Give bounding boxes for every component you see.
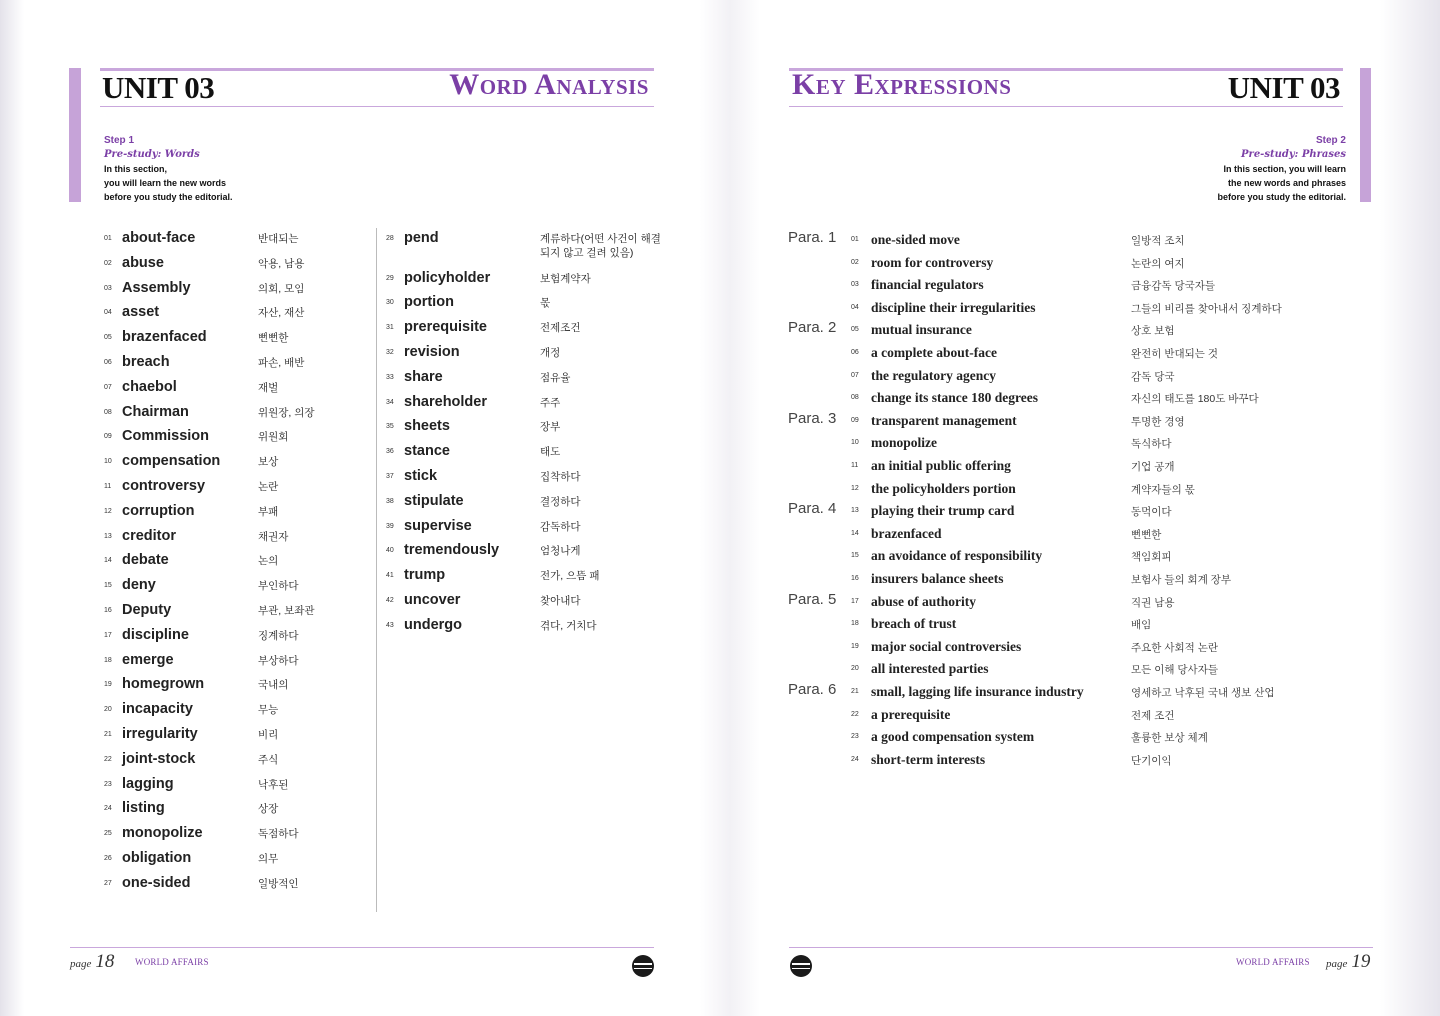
expression-english: small, lagging life insurance industry [871, 684, 1084, 699]
word-number: 22 [104, 755, 112, 763]
expression-number: 13 [851, 507, 859, 515]
word-number: 34 [386, 398, 394, 406]
word-korean-line: 몫 [540, 297, 551, 310]
expression-english: transparent management [871, 412, 1017, 428]
word-english: deny [122, 577, 156, 594]
word-korean [540, 544, 581, 558]
word-korean-line: 부인하다 [258, 580, 299, 593]
expression-english: room for controversy [871, 254, 994, 270]
step-description-line: In this section, you will learn [1223, 164, 1346, 174]
word-korean-line: 엄청나게 [540, 545, 581, 558]
word-number: 23 [104, 780, 112, 788]
word-korean-line: 보상 [258, 456, 279, 469]
word-english: listing [122, 800, 165, 817]
expression-number: 16 [851, 575, 859, 582]
word-korean-line: 되지 않고 걸려 있음) [540, 247, 634, 259]
expression-korean: 뻔뻔한 [1131, 528, 1162, 541]
expression-korean: 모든 이해 당사자들 [1131, 664, 1218, 677]
paragraph-label: Para. 2 [788, 319, 837, 337]
expression-number: 07 [851, 371, 859, 379]
page-number-value: 19 [1351, 951, 1371, 972]
word-korean [540, 420, 560, 434]
word-english: undergo [404, 616, 462, 633]
word-number: 09 [104, 433, 112, 441]
expression-number: 08 [851, 394, 859, 402]
footer-brand: WORLD AFFAIRS [1236, 957, 1310, 967]
word-number: 32 [386, 349, 394, 357]
word-korean [258, 381, 278, 395]
word-english: chaebol [122, 378, 177, 395]
word-english: policyholder [404, 269, 491, 286]
expression-english: mutual insurance [871, 322, 972, 338]
word-english: breach [122, 354, 170, 370]
word-number: 10 [104, 458, 112, 466]
page-label: page [70, 958, 92, 970]
word-english: sheets [404, 418, 450, 435]
globe-icon [790, 955, 812, 977]
word-korean-line: 결정하다 [540, 495, 581, 508]
word-korean-line: 징계하다 [258, 629, 299, 642]
expression-english: a complete about-face [871, 345, 997, 360]
word-korean-line: 부패 [258, 505, 279, 518]
paragraph-label: Para. 6 [788, 681, 837, 698]
word-number: 42 [386, 597, 394, 605]
word-korean-line: 악용, 남용 [258, 257, 305, 270]
word-korean-line: 채권자 [258, 530, 289, 543]
word-korean-line: 일방적인 [258, 877, 299, 890]
word-number: 40 [386, 547, 394, 555]
expression-english: playing their trump card [871, 503, 1015, 519]
word-number: 19 [104, 681, 112, 689]
word-english: emerge [122, 651, 174, 668]
step-description-line: before you study the editorial. [104, 192, 233, 202]
word-korean-line: 전제조건 [540, 322, 581, 335]
expression-korean: 배임 [1131, 619, 1152, 632]
word-korean [258, 604, 315, 618]
expression-korean: 단기이익 [1131, 754, 1172, 767]
expression-korean: 책임회피 [1131, 551, 1172, 564]
word-korean-line: 겪다, 거치다 [540, 619, 597, 632]
expression-number: 14 [851, 529, 859, 537]
expression-korean: 계약자들의 몫 [1131, 483, 1195, 496]
expression-number: 09 [851, 416, 859, 424]
word-english: trump [404, 567, 446, 584]
expression-number: 12 [851, 484, 859, 492]
expression-korean: 동먹이다 [1131, 506, 1172, 519]
expression-english: brazenfaced [871, 525, 942, 541]
expression-english: the regulatory agency [871, 367, 996, 383]
word-english: stick [404, 468, 438, 485]
word-korean [540, 495, 581, 509]
step-block [104, 134, 233, 204]
word-korean [258, 778, 288, 792]
word-korean [258, 629, 299, 643]
word-korean [258, 802, 278, 816]
word-korean [258, 480, 278, 494]
expression-number: 03 [851, 281, 859, 289]
word-korean-line: 국내의 [258, 679, 289, 692]
word-english: irregularity [122, 726, 198, 742]
expression-number: 23 [851, 733, 859, 741]
expression-korean: 영세하고 낙후된 국내 생보 산업 [1131, 687, 1275, 699]
page-edge-shadow-right [1380, 0, 1440, 1016]
step-number: Step 1 [104, 135, 135, 146]
word-number: 27 [104, 879, 112, 887]
expression-korean: 훌륭한 보상 체계 [1131, 732, 1208, 745]
word-number: 25 [104, 830, 112, 838]
word-english: Deputy [122, 602, 172, 618]
expression-number: 21 [851, 688, 859, 695]
word-english: about-face [122, 230, 196, 246]
word-number: 12 [104, 507, 112, 515]
expression-korean: 전제 조건 [1131, 709, 1175, 722]
word-number: 05 [104, 334, 112, 342]
step-description-line: before you study the editorial. [1217, 192, 1346, 202]
word-number: 41 [386, 572, 394, 580]
word-korean [258, 703, 278, 717]
word-korean [258, 331, 288, 345]
word-number: 02 [104, 259, 112, 267]
word-english: discipline [122, 626, 189, 643]
word-number: 26 [104, 855, 112, 862]
word-number: 14 [104, 557, 112, 565]
page-number-value: 18 [95, 951, 115, 972]
expression-english: breach of trust [871, 616, 957, 632]
expression-english: the policyholders portion [871, 480, 1016, 496]
page-number [1326, 951, 1370, 973]
word-korean-line: 태도 [540, 446, 561, 459]
word-number: 03 [104, 284, 112, 292]
paragraph-label: Para. 5 [788, 590, 837, 608]
word-english: stipulate [404, 492, 464, 509]
expression-number: 19 [851, 642, 859, 650]
book-spine [700, 0, 760, 1016]
word-korean-line: 전가, 으뜸 패 [540, 570, 600, 583]
expression-korean: 금융감독 당국자들 [1131, 280, 1216, 293]
word-number: 38 [386, 497, 394, 505]
word-korean-line: 파손, 배반 [258, 357, 305, 369]
expression-korean: 보험사 들의 회계 장부 [1131, 574, 1232, 586]
word-english: tremendously [404, 542, 500, 559]
word-number: 15 [104, 582, 112, 590]
word-korean-line: 비리 [258, 729, 279, 741]
word-korean [258, 678, 288, 692]
section-title: Key Expressions [792, 68, 1012, 101]
word-number: 06 [104, 359, 112, 366]
word-korean [540, 594, 581, 608]
word-korean [258, 554, 278, 568]
word-english: controversy [122, 478, 206, 494]
word-korean [540, 321, 581, 335]
word-korean [258, 406, 315, 420]
word-number: 28 [386, 235, 394, 242]
header-bottom-rule [100, 106, 654, 107]
word-korean-line: 찾아내다 [540, 595, 581, 608]
word-number: 35 [386, 423, 394, 431]
word-number: 36 [386, 448, 394, 456]
word-number: 29 [386, 274, 394, 282]
word-korean [258, 505, 278, 519]
expression-korean: 기업 공개 [1131, 461, 1175, 473]
word-english: obligation [122, 850, 192, 866]
paragraph-label: Para. 3 [788, 409, 837, 427]
word-english: lagging [122, 775, 174, 792]
expression-number: 06 [851, 349, 859, 356]
word-korean [258, 306, 304, 320]
expression-english: financial regulators [871, 277, 984, 293]
word-korean [258, 257, 304, 271]
word-korean [258, 282, 304, 296]
word-english: pend [404, 230, 439, 246]
step-subtitle: Pre-study: Words [104, 149, 200, 160]
word-english: joint-stock [122, 750, 196, 767]
expression-korean: 일방적 조치 [1131, 235, 1185, 247]
word-korean [258, 852, 278, 866]
word-english: revision [404, 344, 460, 361]
word-number: 39 [386, 522, 394, 530]
step-description-line: you will learn the new words [104, 178, 227, 188]
word-korean [258, 356, 304, 370]
expression-english: short-term interests [871, 751, 986, 767]
word-korean [540, 470, 581, 484]
word-korean-line: 논란 [258, 481, 279, 493]
expression-number: 15 [851, 552, 859, 560]
expression-english: abuse of authority [871, 593, 977, 609]
word-number: 24 [104, 805, 112, 813]
footer-brand: WORLD AFFAIRS [135, 957, 209, 967]
word-korean-line: 계류하다(어떤 사건이 해결 [540, 233, 661, 245]
word-korean-line: 위원장, 의장 [258, 406, 315, 419]
word-korean [540, 569, 599, 583]
step-description-line: In this section, [104, 164, 168, 174]
expression-number: 20 [851, 665, 859, 673]
word-english: share [404, 368, 443, 385]
word-korean-line: 보험계약자 [540, 272, 591, 285]
word-korean-line: 부관, 보좌관 [258, 605, 315, 617]
word-number: 13 [104, 532, 112, 540]
word-korean-line: 점유율 [540, 371, 571, 384]
right-accent-bar [1360, 68, 1371, 202]
word-number: 08 [104, 408, 112, 416]
expression-korean: 투명한 경영 [1131, 415, 1185, 428]
globe-icon [632, 955, 654, 977]
word-korean-line: 뻔뻔한 [258, 332, 289, 345]
word-korean-line: 부상하다 [258, 654, 299, 667]
word-number: 20 [104, 706, 112, 714]
word-number: 43 [386, 621, 394, 629]
expression-number: 22 [851, 710, 859, 718]
unit-title: UNIT 03 [1227, 70, 1340, 105]
footer-rule [70, 947, 654, 948]
paragraph-label: Para. 1 [788, 229, 837, 246]
footer-rule [789, 947, 1373, 948]
word-korean-line: 의무 [258, 853, 279, 865]
word-korean-line: 개정 [540, 347, 561, 360]
word-korean-line: 주식 [258, 753, 279, 766]
word-korean-line: 장부 [540, 421, 561, 434]
expression-english: change its stance 180 degrees [871, 390, 1038, 406]
word-korean [540, 619, 597, 633]
step-number: Step 2 [1315, 135, 1346, 146]
word-number: 04 [104, 309, 112, 317]
word-number: 31 [386, 324, 394, 332]
word-korean [258, 455, 278, 469]
word-korean [258, 579, 299, 593]
word-korean [258, 877, 299, 891]
word-number: 16 [104, 607, 112, 614]
word-english: Chairman [122, 403, 189, 420]
word-korean-line: 주주 [540, 396, 561, 409]
page-number [70, 951, 114, 973]
expression-english: monopolize [871, 435, 937, 451]
expression-number: 02 [851, 258, 859, 266]
unit-title: UNIT 03 [102, 70, 215, 105]
word-korean [258, 530, 288, 544]
word-english: creditor [122, 527, 176, 544]
expression-korean: 감독 당국 [1131, 370, 1175, 383]
word-english: asset [122, 304, 160, 321]
word-korean-line: 논의 [258, 555, 279, 568]
expression-korean: 자신의 태도를 180도 바꾸다 [1131, 393, 1259, 406]
expression-english: a prerequisite [871, 706, 951, 722]
word-korean-line: 독점하다 [258, 828, 299, 841]
expression-english: one-sided move [871, 232, 960, 247]
section-title: Word Analysis [449, 68, 649, 101]
word-korean-line: 반대되는 [258, 233, 299, 245]
paragraph-label: Para. 4 [788, 500, 837, 518]
page-edge-shadow-left [0, 0, 24, 1016]
expression-number: 01 [851, 236, 859, 243]
expression-english: major social controversies [871, 638, 1022, 654]
expression-korean: 상호 보험 [1131, 325, 1175, 338]
expression-english: a good compensation system [871, 729, 1035, 745]
word-english: supervise [404, 517, 472, 534]
word-korean-line: 재벌 [258, 381, 279, 394]
expression-number: 10 [851, 439, 859, 447]
word-number: 30 [386, 299, 394, 307]
word-english: corruption [122, 502, 195, 519]
word-number: 18 [104, 656, 112, 664]
expression-english: an initial public offering [871, 458, 1011, 473]
expression-english: insurers balance sheets [871, 571, 1004, 586]
expression-korean: 완전히 반대되는 것 [1131, 348, 1218, 360]
word-korean-line: 상장 [258, 803, 279, 816]
word-english: one-sided [122, 874, 191, 891]
word-english: incapacity [122, 701, 193, 718]
expression-korean: 직권 남용 [1131, 596, 1175, 609]
word-korean [258, 753, 278, 767]
word-english: uncover [404, 592, 461, 609]
expression-number: 24 [851, 755, 859, 763]
word-korean [540, 445, 560, 459]
word-korean [540, 520, 581, 534]
word-english: shareholder [404, 393, 487, 410]
expression-number: 05 [851, 326, 859, 334]
expression-korean: 주요한 사회적 논란 [1131, 641, 1218, 654]
word-korean [258, 654, 299, 668]
word-korean [540, 232, 661, 260]
word-english: stance [404, 443, 450, 460]
word-number: 01 [104, 235, 112, 242]
word-korean [540, 396, 560, 410]
expression-korean: 독식하다 [1131, 438, 1172, 451]
word-english: Assembly [122, 279, 191, 296]
expression-english: discipline their irregularities [871, 299, 1036, 315]
word-english: abuse [122, 254, 164, 271]
left-accent-bar [69, 68, 81, 202]
expression-english: all interested parties [871, 661, 989, 677]
word-korean [540, 346, 560, 360]
column-divider [376, 228, 377, 912]
word-korean-line: 집착하다 [540, 471, 581, 484]
word-number: 07 [104, 383, 112, 391]
expression-number: 11 [851, 462, 859, 469]
word-english: portion [404, 294, 454, 311]
word-english: brazenfaced [122, 329, 207, 346]
word-korean [258, 430, 288, 444]
expression-korean: 논란의 여지 [1131, 257, 1185, 270]
word-english: compensation [122, 453, 221, 470]
step-block [1217, 134, 1346, 204]
expression-english: an avoidance of responsibility [871, 548, 1043, 564]
word-number: 21 [104, 731, 112, 738]
word-number: 33 [386, 373, 394, 381]
word-korean [540, 296, 550, 310]
word-korean-line: 무능 [258, 704, 279, 717]
word-korean-line: 낙후된 [258, 778, 289, 791]
word-korean [540, 272, 591, 286]
step-subtitle: Pre-study: Phrases [1241, 149, 1346, 160]
word-korean [258, 232, 299, 246]
word-english: Commission [122, 428, 210, 445]
expression-number: 18 [851, 620, 859, 628]
word-english: prerequisite [404, 319, 487, 336]
word-number: 17 [104, 631, 112, 639]
page-label: page [1326, 958, 1348, 970]
word-english: homegrown [122, 676, 205, 693]
word-number: 37 [386, 473, 394, 481]
expression-number: 17 [851, 597, 859, 605]
expression-korean: 그들의 비리를 찾아내서 징계하다 [1131, 302, 1282, 315]
word-korean [258, 728, 278, 742]
expression-number: 04 [851, 303, 859, 311]
word-korean [540, 371, 570, 385]
step-description-line: the new words and phrases [1227, 178, 1346, 188]
word-korean [258, 827, 299, 841]
word-english: monopolize [122, 825, 203, 842]
header-bottom-rule [789, 106, 1343, 107]
word-korean-line: 감독하다 [540, 520, 581, 533]
word-number: 11 [104, 483, 112, 490]
word-korean-line: 자산, 재산 [258, 307, 305, 320]
word-korean-line: 의회, 모임 [258, 282, 305, 295]
word-english: debate [122, 552, 169, 569]
word-korean-line: 위원회 [258, 431, 289, 444]
